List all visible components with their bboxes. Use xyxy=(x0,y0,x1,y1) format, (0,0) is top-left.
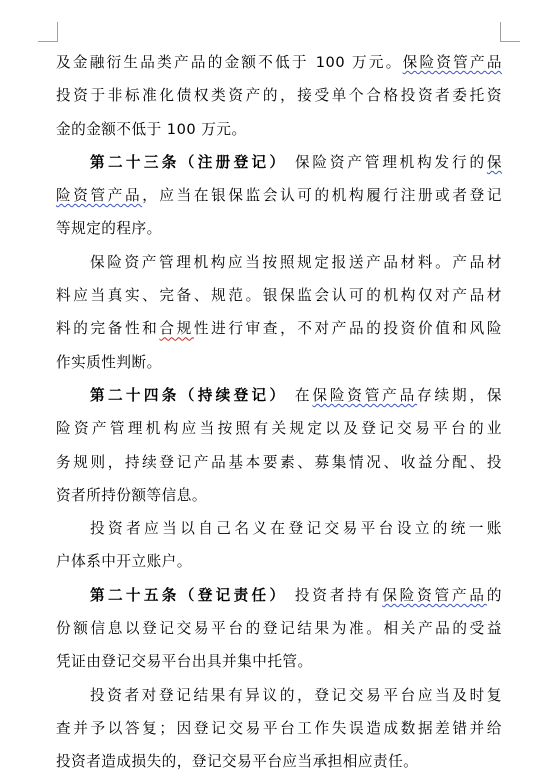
text-run: 投资者应当以自己名义在登记交易平台设立的统一账 xyxy=(90,520,502,538)
grammar-flagged-term: 保险资管产品 xyxy=(402,54,502,71)
paragraph-line xyxy=(56,745,502,778)
text-run: 的 xyxy=(486,586,502,604)
paragraph-line xyxy=(56,79,502,112)
article-heading: 第二十三条（注册登记） xyxy=(90,153,288,171)
paragraph-line xyxy=(56,712,502,745)
text-run: 投资者持有 xyxy=(287,586,383,604)
paragraph-line xyxy=(56,446,502,479)
text-run: 险资产管理机构应当按照有关规定以及登记交易平台的业 xyxy=(56,420,502,438)
grammar-flagged-term: 保险资管产品 xyxy=(312,386,418,404)
spelling-flagged-term: 合规 xyxy=(159,320,194,338)
paragraph-first-line xyxy=(56,512,502,545)
paragraph-line xyxy=(56,113,502,146)
text-run: 作实质性判断。 xyxy=(56,353,162,371)
paragraph-first-line xyxy=(56,246,502,279)
text-run: 投资者造成损失的，登记交易平台应当承担相应责任。 xyxy=(56,753,419,771)
paragraph-line xyxy=(56,545,502,578)
text-run: 等规定的程序。 xyxy=(56,220,162,238)
crop-mark-top-right xyxy=(500,22,520,42)
paragraph-line xyxy=(56,645,502,678)
paragraph-line xyxy=(56,279,502,312)
text-run: 份额信息以登记交易平台的登记结果为准。相关产品的受益 xyxy=(56,620,502,638)
paragraph-line xyxy=(56,412,502,445)
text-run: 务规则，持续登记产品基本要素、募集情况、收益分配、投 xyxy=(56,453,502,471)
text-run: 在 xyxy=(287,386,313,404)
paragraph-line xyxy=(56,479,502,512)
text-run: 料的完备性和 xyxy=(56,320,160,338)
paragraph-first-line xyxy=(56,579,502,612)
paragraph-first-line xyxy=(56,379,502,412)
text-run: 料应当真实、完备、规范。银保监会认可的机构仅对产品材 xyxy=(56,287,502,305)
paragraph-line xyxy=(56,46,502,79)
text-run: 查并予以答复；因登记交易平台工作失误造成数据差错并给 xyxy=(56,719,502,737)
text-run: 存续期，保 xyxy=(417,386,502,404)
document-body[interactable] xyxy=(56,46,502,779)
text-run: 凭证由登记交易平台出具并集中托管。 xyxy=(56,653,313,671)
text-run: 金的金额不低于 100 万元。 xyxy=(56,120,247,138)
text-run: 保险资产管理机构应当按照规定报送产品材料。产品材 xyxy=(90,253,502,271)
paragraph-line xyxy=(56,612,502,645)
paragraph-first-line xyxy=(56,679,502,712)
text-run: ，应当在银保监会认可的机构履行注册或者登记 xyxy=(142,187,502,205)
paragraph-line xyxy=(56,179,502,212)
paragraph-line xyxy=(56,212,502,245)
text-run: 投资于非标准化债权类资产的，接受单个合格投资者委托资 xyxy=(56,87,502,105)
grammar-flagged-term: 保险资管产品 xyxy=(382,586,487,604)
article-heading: 第二十四条（持续登记） xyxy=(90,386,288,404)
grammar-flagged-term: 保 xyxy=(486,153,502,171)
text-run: 及金融衍生品类产品的金额不低于 100 万元。 xyxy=(56,54,403,71)
text-run: 投资者对登记结果有异议的，登记交易平台应当及时复 xyxy=(90,686,502,704)
article-heading: 第二十五条（登记责任） xyxy=(90,586,288,604)
text-run: 保险资产管理机构发行的 xyxy=(287,153,487,171)
text-run: 户体系中开立账户。 xyxy=(56,553,192,571)
grammar-flagged-term: 险资管产品 xyxy=(56,187,143,205)
paragraph-line xyxy=(56,312,502,345)
paragraph-first-line xyxy=(56,146,502,179)
text-run: 资者所持份额等信息。 xyxy=(56,486,207,504)
crop-mark-top-left xyxy=(38,22,58,42)
text-run: 性进行审查，不对产品的投资价值和风险 xyxy=(193,320,502,338)
paragraph-line xyxy=(56,346,502,379)
